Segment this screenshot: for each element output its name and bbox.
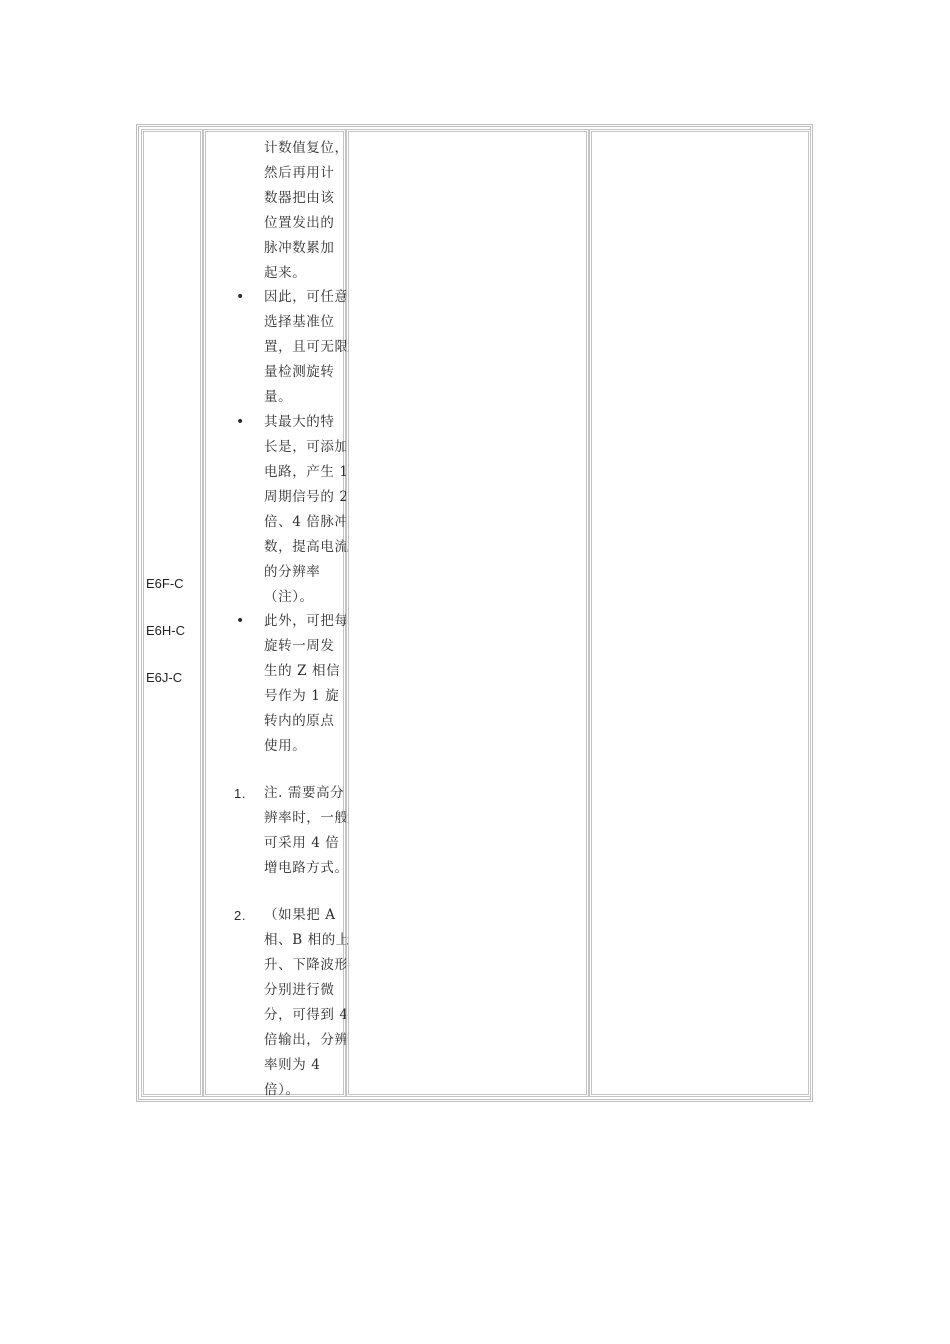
text-line: 使用。 (264, 738, 307, 754)
bullet-item (264, 410, 350, 610)
description-cell (203, 129, 350, 1098)
text-line: 可采用 4 倍 (264, 835, 340, 851)
text-line: 因此，可任意 (264, 289, 349, 305)
bullet-item (264, 609, 350, 759)
empty-cell (589, 129, 811, 1097)
text-line: 量。 (264, 389, 293, 405)
note-number: 2. (234, 908, 247, 923)
text-line: （注）。 (264, 589, 314, 605)
note-item (264, 903, 350, 1103)
text-line: 分，可得到 4 (264, 1007, 349, 1023)
bullet-item (264, 285, 350, 410)
text-line: 数器把由该 (264, 190, 335, 206)
text-line: （如果把 A (264, 907, 336, 923)
note-item (264, 781, 350, 881)
model-cell (141, 129, 203, 1097)
model-name: E6H-C (146, 623, 186, 638)
text-line: 相、B 相的上 (264, 932, 350, 948)
bullet-marker: • (236, 613, 245, 629)
model-name: E6J-C (146, 670, 183, 685)
text-line: 注. 需要高分 (264, 785, 345, 801)
text-line: 其最大的特 (264, 414, 335, 430)
model-list (146, 572, 185, 713)
bullet-marker: • (236, 414, 245, 430)
text-line: 起来。 (264, 265, 307, 281)
model-name: E6F-C (146, 576, 184, 591)
bullet-marker: • (236, 289, 245, 305)
text-line: 增电路方式。 (264, 860, 349, 876)
text-line: 选择基准位 (264, 314, 335, 330)
note-number: 1. (234, 786, 247, 801)
spec-table (136, 124, 813, 1102)
text-line: 分别进行微 (264, 982, 335, 998)
text-line: 电路，产生 1 (264, 464, 349, 480)
text-line: 旋转一周发 (264, 638, 335, 654)
text-line: 置，且可无限 (264, 339, 349, 355)
text-line: 倍、4 倍脉冲 (264, 514, 349, 530)
text-line: 转内的原点 (264, 713, 335, 729)
text-line: 辨率时，一般 (264, 810, 349, 826)
text-line: 长是，可添加 (264, 439, 349, 455)
text-line: 生的 Z 相信 (264, 663, 341, 679)
text-line: 倍输出，分辨 (264, 1032, 349, 1048)
text-line: 位置发出的 (264, 215, 335, 231)
text-line: 数，提高电流 (264, 539, 349, 555)
text-line: 量检测旋转 (264, 364, 335, 380)
text-line: 升、下降波形 (264, 957, 349, 973)
empty-cell (346, 129, 589, 1097)
text-line: 倍）。 (264, 1082, 300, 1098)
text-line: 周期信号的 2 (264, 489, 349, 505)
text-line: 此外，可把每 (264, 613, 349, 629)
text-line: 脉冲数累加 (264, 240, 335, 256)
text-line: 的分辨率 (264, 564, 321, 580)
text-line: 号作为 1 旋 (264, 688, 340, 704)
text-line: 然后再用计 (264, 165, 335, 181)
text-line: 计数值复位， (264, 140, 349, 156)
continuation-paragraph (264, 136, 350, 286)
text-line: 率则为 4 (264, 1057, 321, 1073)
